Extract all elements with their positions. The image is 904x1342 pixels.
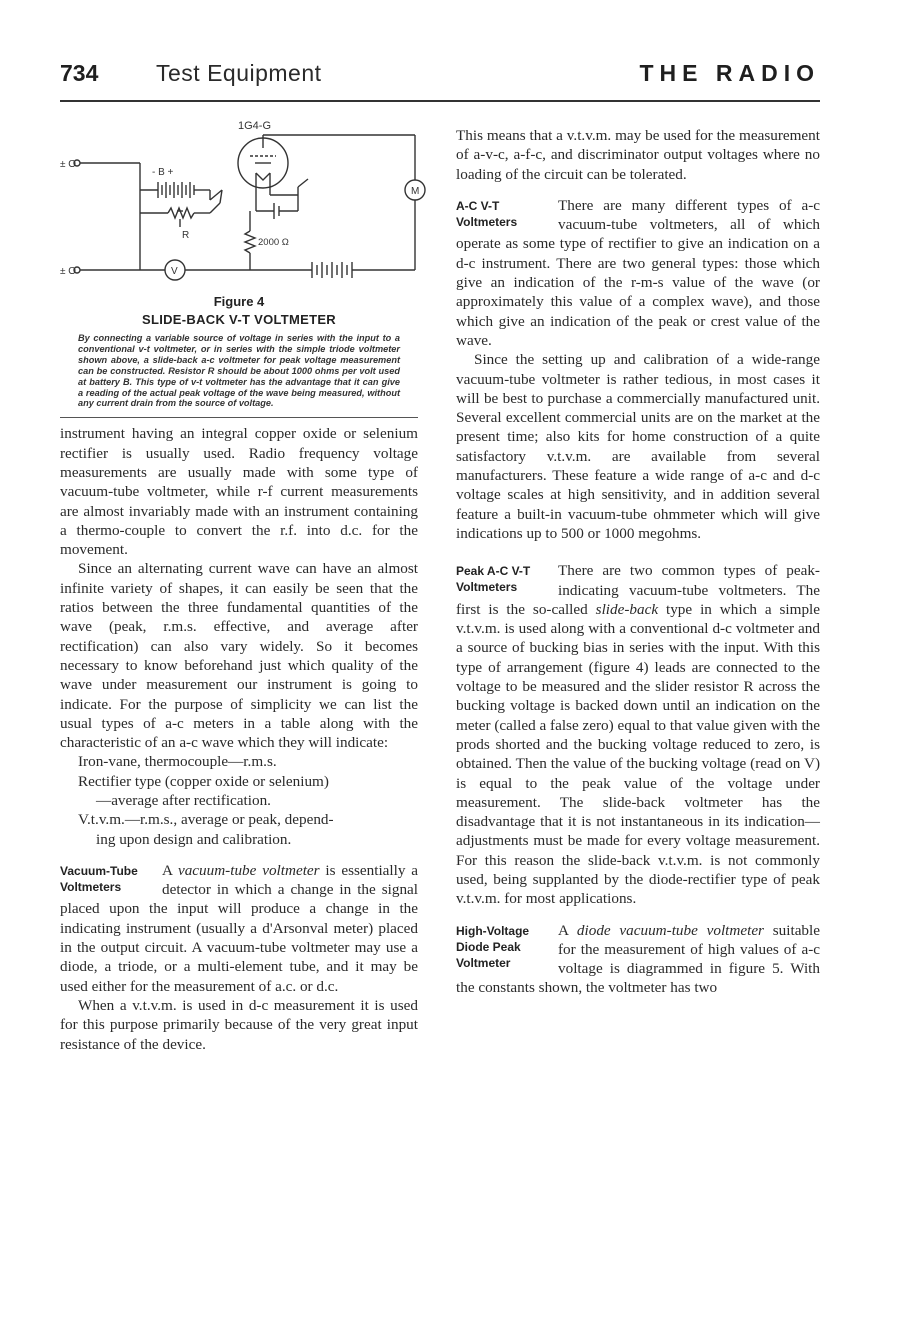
meter-types-list [60,752,418,848]
paragraph: This means that a v.t.v.m. may be used for the measurement of a-v-c, a-f-c, and discriminator output voltages where no loading of the circuit can be tolerated. [456,127,820,183]
terminal-bottom-label: ± O [60,266,77,277]
section-high-voltage-diode-peak-voltmeter [456,921,820,998]
battery-label: - B + [152,167,174,178]
list-item: Rectifier type (copper oxide or selenium) —average after rectification. [78,772,329,809]
section-title: Test Equipment [156,60,322,86]
publication-title: THE RADIO [639,60,820,86]
side-heading: A-C V-T Voltmeters [456,198,518,229]
resistor-2000-label: 2000 Ω [258,237,289,248]
side-heading: Peak A-C V-T Voltmeters [456,564,531,595]
list-item: Iron-vane, thermocouple—r.m.s. [78,753,277,771]
paragraph: Since the setting up and calibration of a wide-range vacuum-tube voltmeter is rather tedious, in most cases it will be best to purchase a commercially manufactured unit. Several excellent commercial units are on the market at the present time; also kits for home construction of a quite satisfactory v.t.v.m. are available from several manufacturers. These feature a wide range of a-c and d-c voltage scales at high sensitivity, and in addition several feature a built-in vacuum-tube ohmmeter which will give indications up to 500 or 1000 megohms. [456,351,820,542]
paragraph: Since an alternating current wave can have an almost infinite variety of shapes, it can easily be seen that the ratios between the three fundamental quantities of the wave (peak, r.m.s. effective, and average after rectification) can also vary widely. So it becomes necessary to know beforehand just which quality of the wave under measurement our instrument is going to indicate. For the purpose of simplicity we can list the usual types of a-c meters in a table along with the characteristic of an a-c wave which they will indicate: [60,560,418,752]
section-peak-ac-vt-voltmeters [456,561,820,908]
paragraph: There are two common types of peak-indicating vacuum-tube voltmeters. The first is the so-called slide-back type in which a simple v.t.v.m. is used along with a conventional d-c voltmeter and a source of bucking bias in series with the input. With this type of arrangement (figure 4) leads are connected to the voltage to be measured and the slider resistor R across the bucking voltage is backed down until an indication on the meter (called a false zero) equal to that value given with the prods shorted and the bucking voltage reduced to zero, is obtained. Then the value of the bucking voltage (read on V) is equal to the peak value of the voltage under measurement. The slide-back voltmeter has the disadvantage that it is not instantaneous in its indication—adjustments must be made for every voltage measurement. For this reason the slide-back v.t.v.m. is not commonly used, being supplanted by the diode-rectifier type of peak v.t.v.m. for most applications. [456,562,820,908]
left-column [60,115,418,1054]
circuit-schematic [60,115,418,290]
side-heading: Vacuum-Tube Voltmeters [60,863,138,894]
section-ac-vt-voltmeters [456,196,820,350]
figure-number: Figure 4 [213,294,265,309]
terminal-top-label: ± O [60,159,77,170]
right-column [456,126,820,998]
side-heading: High-Voltage Diode Peak Voltmeter [456,923,530,970]
list-item: V.t.v.m.—r.m.s., average or peak, depend- ing upon design and calibration. [78,811,334,848]
page-header [60,60,820,100]
paragraph: A vacuum-tube voltmeter is essentially a detector in which a change in the signal placed upon the input will produce a change in the indicating instrument (usually a d'Arsonval meter) placed in the output circuit. A vacuum-tube voltmeter may use a diode, a triode, or a multi-element tube, and it may be used either for the measurement of a.c. or d.c. [60,861,418,995]
meter-v-label: V [171,266,178,277]
paragraph: instrument having an integral copper oxide or selenium rectifier is usually used. Radio frequency voltage measurements are usually made with some type of vacuum-tube voltmeter, while r-f current measurements are almost invariably made with an instrument containing a thermo-couple to convert the r.f. into d.c. for the movement. [60,425,418,559]
page-number: 734 [60,60,99,86]
paragraph: A diode vacuum-tube voltmeter suitable for the measurement of high values of a-c voltage is diagrammed in figure 5. With the constants shown, the voltmeter has two [456,921,820,997]
resistor-r-label: R [182,230,190,241]
header-rule [60,100,820,102]
section-vacuum-tube-voltmeters [60,861,418,996]
paragraph: When a v.t.v.m. is used in d-c measurement it is used for this purpose primarily because of the very great input resistance of the device. [60,996,418,1053]
paragraph: There are many different types of a-c vacuum-tube voltmeters, all of which operate as some type of rectifier to give an indication on a d-c instrument. There are two general types: those which give an indication of the r-m-s value of the wave (or approximately this value of a complex wave), and those which give an indication of the peak or crest value of the wave. [456,196,820,349]
tube-label: 1G4-G [238,120,272,132]
figure-4-diagram [60,115,418,290]
figure-caption: By connecting a variable source of voltage in series with the input to a conventional v-t voltmeter, or in series with the simple triode voltmeter shown above, a slide-back a-c voltmeter for peak voltage measurement can be constructed. Resistor R should be about 1000 ohms per volt used at battery B. This type of v-t voltmeter has the advantage that it can give a reading of the actual peak voltage of the wave being measured, without any current drain from the source of voltage. [78,333,400,409]
figure-title: SLIDE-BACK V-T VOLTMETER [141,312,336,327]
meter-m-label: M [411,186,420,197]
